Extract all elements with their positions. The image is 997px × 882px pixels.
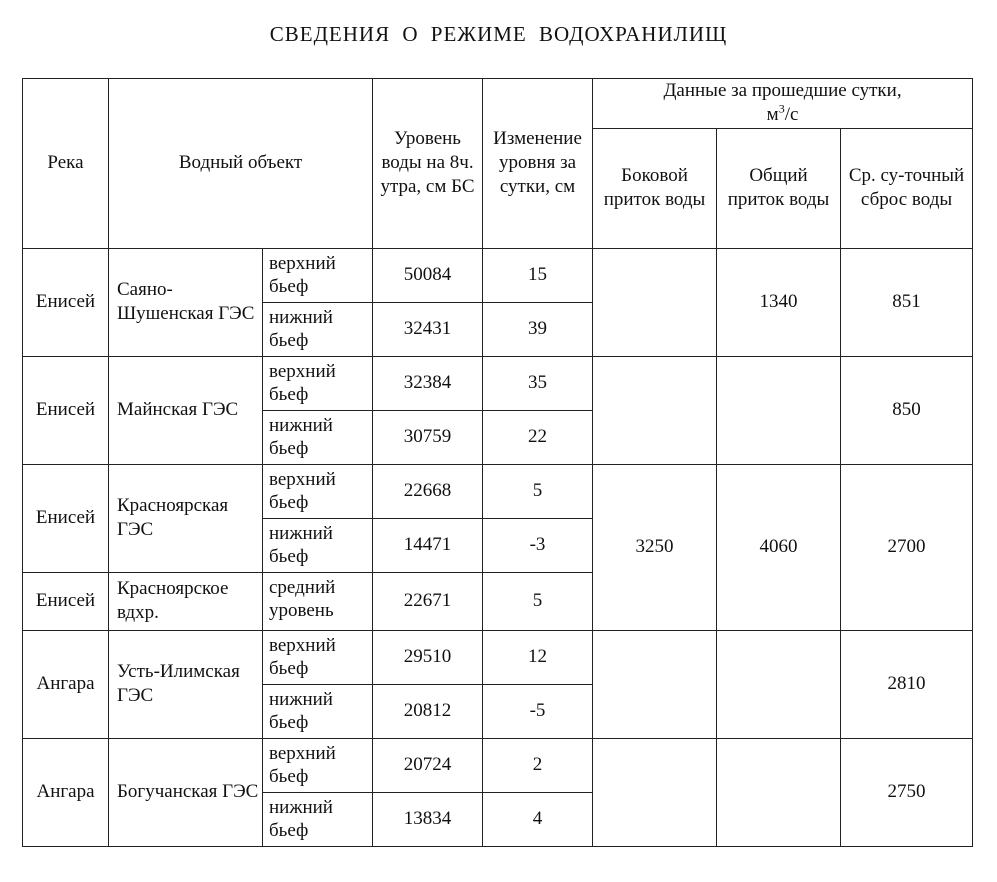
part-cell: нижний бьеф	[263, 410, 373, 464]
table-row	[23, 356, 973, 410]
table-row	[23, 464, 973, 518]
change-cell: -5	[483, 684, 593, 738]
part-cell: верхний бьеф	[263, 356, 373, 410]
level-cell: 20724	[373, 738, 483, 792]
object-cell: Красноярское вдхр.	[109, 572, 263, 630]
level-cell: 14471	[373, 518, 483, 572]
lateral-cell	[593, 248, 717, 356]
river-cell: Ангара	[23, 738, 109, 846]
change-cell: -3	[483, 518, 593, 572]
table-row	[23, 630, 973, 684]
part-cell: нижний бьеф	[263, 684, 373, 738]
discharge-cell: 2750	[841, 738, 973, 846]
level-cell: 32384	[373, 356, 483, 410]
discharge-cell: 2700	[841, 464, 973, 630]
change-cell: 2	[483, 738, 593, 792]
total-cell	[717, 356, 841, 464]
header-row	[23, 79, 973, 129]
part-cell: верхний бьеф	[263, 464, 373, 518]
total-cell: 1340	[717, 248, 841, 356]
header-group-unit: $м^3/с$	[766, 101, 799, 126]
lateral-cell	[593, 630, 717, 738]
table-row	[23, 248, 973, 302]
change-cell: 5	[483, 572, 593, 630]
object-cell: Богучанская ГЭС	[109, 738, 263, 846]
lateral-cell	[593, 738, 717, 846]
level-cell: 20812	[373, 684, 483, 738]
river-cell: Енисей	[23, 356, 109, 464]
object-cell: Усть-Илимская ГЭС	[109, 630, 263, 738]
discharge-cell: 2810	[841, 630, 973, 738]
header-discharge: Ср. су-точный сброс воды	[841, 128, 973, 248]
level-cell: 22671	[373, 572, 483, 630]
change-cell: 5	[483, 464, 593, 518]
part-cell: средний уровень	[263, 572, 373, 630]
river-cell: Ангара	[23, 630, 109, 738]
change-cell: 12	[483, 630, 593, 684]
header-group-title: Данные за прошедшие сутки,	[663, 80, 902, 101]
header-group	[593, 79, 973, 129]
change-cell: 22	[483, 410, 593, 464]
part-cell: нижний бьеф	[263, 302, 373, 356]
level-cell: 50084	[373, 248, 483, 302]
header-level: Уровень воды на 8ч. утра, см БС	[373, 79, 483, 249]
river-cell: Енисей	[23, 464, 109, 572]
level-cell: 32431	[373, 302, 483, 356]
object-cell: Майнская ГЭС	[109, 356, 263, 464]
level-cell: 22668	[373, 464, 483, 518]
page-title: СВЕДЕНИЯ О РЕЖИМЕ ВОДОХРАНИЛИЩ	[269, 22, 728, 46]
part-cell: нижний бьеф	[263, 518, 373, 572]
header-river: Река	[23, 79, 109, 249]
part-cell: верхний бьеф	[263, 248, 373, 302]
discharge-cell: 850	[841, 356, 973, 464]
river-cell: Енисей	[23, 248, 109, 356]
total-cell	[717, 738, 841, 846]
lateral-cell	[593, 356, 717, 464]
change-cell: 15	[483, 248, 593, 302]
header-lateral: Боковой приток воды	[593, 128, 717, 248]
table-row	[23, 738, 973, 792]
header-object: Водный объект	[109, 79, 373, 249]
total-cell	[717, 630, 841, 738]
change-cell: 39	[483, 302, 593, 356]
reservoir-table	[22, 78, 973, 847]
river-cell: Енисей	[23, 572, 109, 630]
header-total: Общий приток воды	[717, 128, 841, 248]
level-cell: 30759	[373, 410, 483, 464]
header-change: Изменение уровня за сутки, см	[483, 79, 593, 249]
discharge-cell: 851	[841, 248, 973, 356]
part-cell: нижний бьеф	[263, 792, 373, 846]
part-cell: верхний бьеф	[263, 630, 373, 684]
lateral-cell: 3250	[593, 464, 717, 630]
change-cell: 4	[483, 792, 593, 846]
object-cell: Саяно-Шушенская ГЭС	[109, 248, 263, 356]
level-cell: 13834	[373, 792, 483, 846]
total-cell: 4060	[717, 464, 841, 630]
change-cell: 35	[483, 356, 593, 410]
level-cell: 29510	[373, 630, 483, 684]
part-cell: верхний бьеф	[263, 738, 373, 792]
object-cell: Красноярская ГЭС	[109, 464, 263, 572]
